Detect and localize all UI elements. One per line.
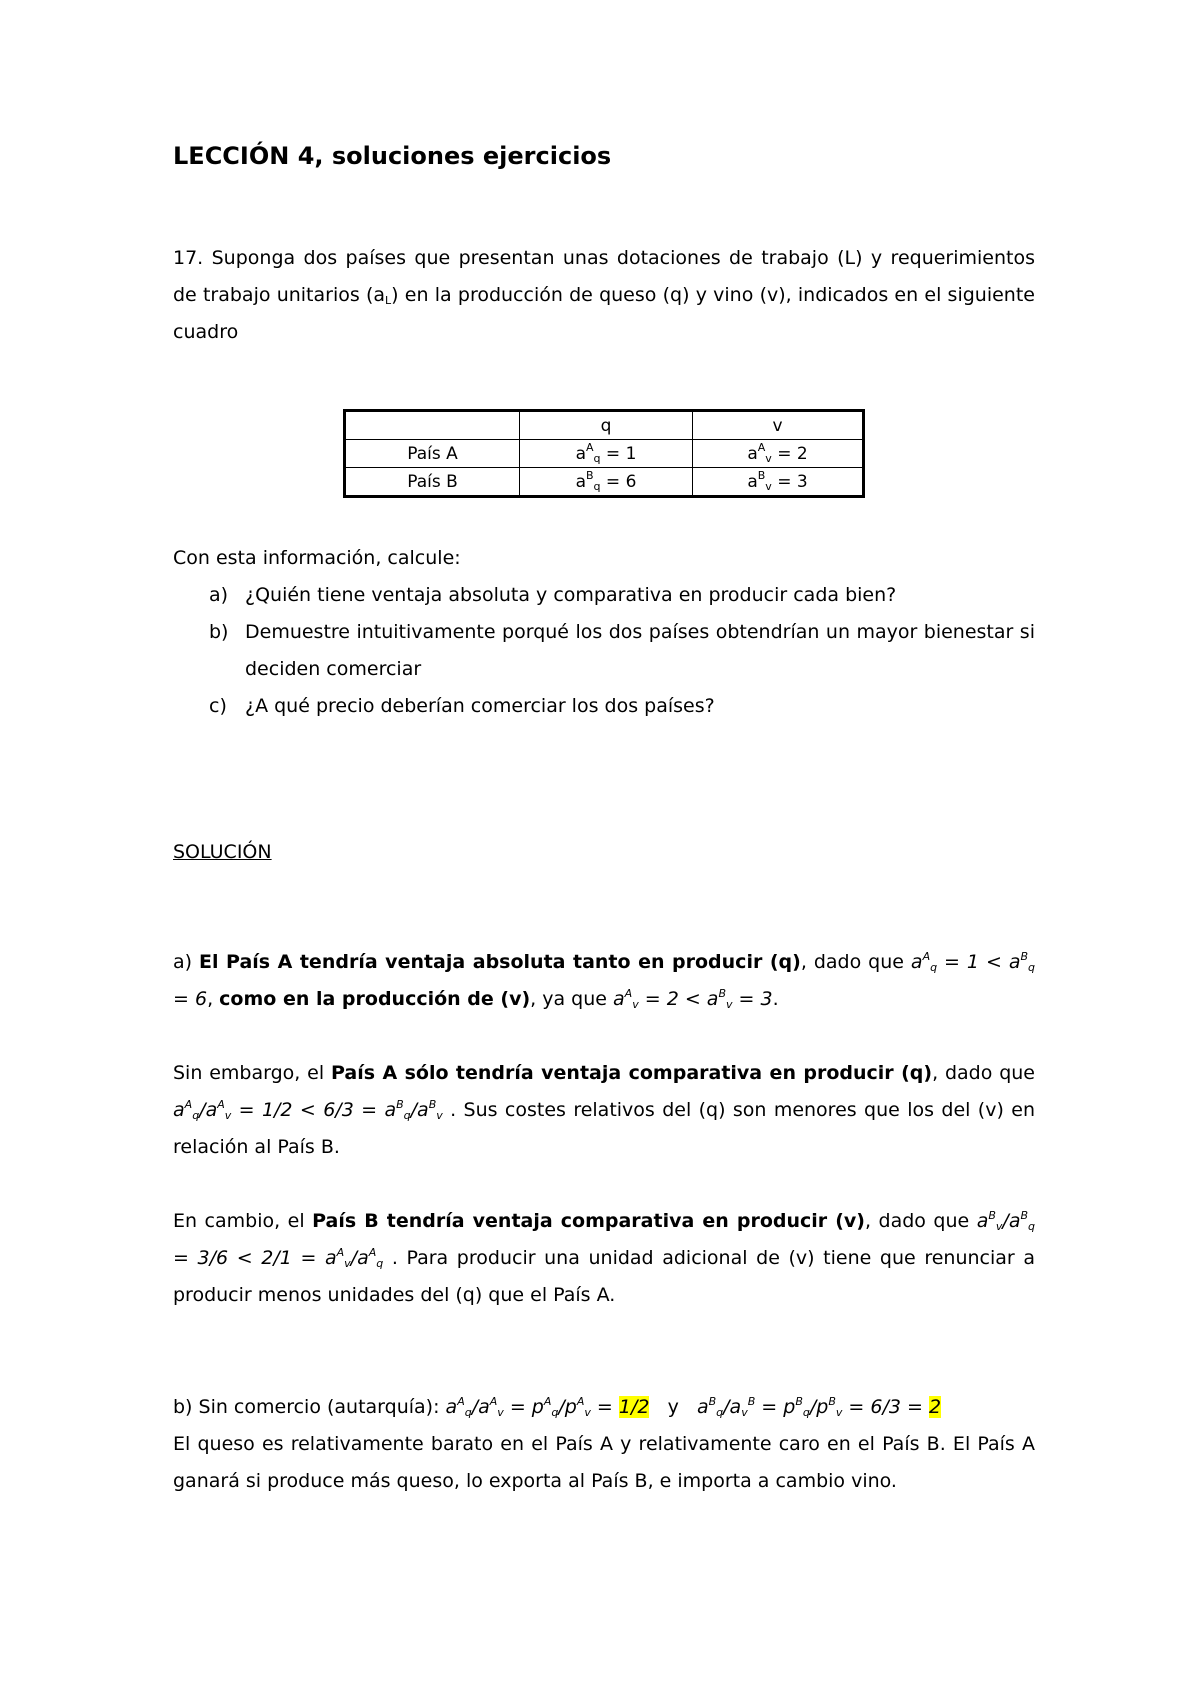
solution-a-paragraph: a) El País A tendría ventaja absoluta tanto en producir (q), dado que $a^A_q = 1 < a^B_q = 6$, como en la producción de (v), ya que $a^A_v = 2 < a^B_v = 3$.: [173, 950, 1035, 1011]
highlight-price-a: 1/2: [618, 1396, 650, 1418]
table-header-cell: v: [693, 411, 864, 440]
solution-a-comparative-q: Sin embargo, el País A sólo tendría ventaja comparativa en producir (q), dado que $a^A_q/a^A_v = 1/2 < 6/3 = a^B_q/a^B_v$ . Sus costes relativos del (q) son menores que los del (v) en relación al País B.: [173, 1062, 1035, 1158]
table-cell: $a^A_v = 2$: [693, 440, 864, 468]
table-cell: $a^B_q = 6$: [520, 468, 693, 497]
calc-intro: Con esta información, calcule:: [173, 547, 461, 569]
table-header-cell: [345, 411, 520, 440]
list-marker: b): [209, 621, 229, 643]
list-item: [173, 688, 1035, 725]
solution-heading: SOLUCIÓN: [173, 841, 272, 863]
list-item: [173, 614, 1035, 688]
table-row: [345, 468, 864, 497]
highlight-price-b: 2: [928, 1396, 942, 1418]
list-text: ¿Quién tiene ventaja absoluta y comparativa en producir cada bien?: [245, 584, 897, 606]
list-item: [173, 577, 1035, 614]
list-text: Demuestre intuitivamente porqué los dos países obtendrían un mayor bienestar si deciden comerciar: [245, 621, 1035, 680]
table-cell: $a^A_q = 1$: [520, 440, 693, 468]
table-header-cell: q: [520, 411, 693, 440]
table-row: [345, 440, 864, 468]
table-row-label: País B: [345, 468, 520, 497]
list-text: ¿A qué precio deberían comerciar los dos países?: [245, 695, 715, 717]
questions-block: [173, 540, 1035, 725]
table-row-label: País A: [345, 440, 520, 468]
solution-b-paragraph: b) Sin comercio (autarquía): $a^A_q/a^A_v = p^A_q/p^A_v = 1/2$ y $a^B_q/a_v^B = p^B_q/p^B_v = 6/3 = 2$ El queso es relativamente barato en el País A y relativamente caro en el País B. El País A ganará si produce más queso, lo exporta al País B, e importa a cambio vino.: [173, 1395, 1035, 1492]
table-cell: $a^B_v = 3$: [693, 468, 864, 497]
list-marker: a): [209, 584, 229, 606]
list-marker: c): [209, 695, 227, 717]
exercise-number: 17.: [173, 247, 204, 269]
solution-a-comparative-v: En cambio, el País B tendría ventaja comparativa en producir (v), dado que $a^B_v/a^B_q = 3/6 < 2/1 = a^A_v/a^A_q$ . Para producir una unidad adicional de (v) tiene que renunciar a producir menos unidades del (q) que el País A.: [173, 1209, 1035, 1306]
table-header-row: [345, 411, 864, 440]
page-title: LECCIÓN 4, soluciones ejercicios: [173, 142, 612, 170]
exercise-statement: 17. Suponga dos países que presentan unas dotaciones de trabajo (L) y requerimientos de trabajo unitarios $(a_L)$ en la producción de queso (q) y vino (v), indicados en el siguiente cuadro: [173, 247, 1036, 343]
requirements-table: [343, 409, 865, 498]
